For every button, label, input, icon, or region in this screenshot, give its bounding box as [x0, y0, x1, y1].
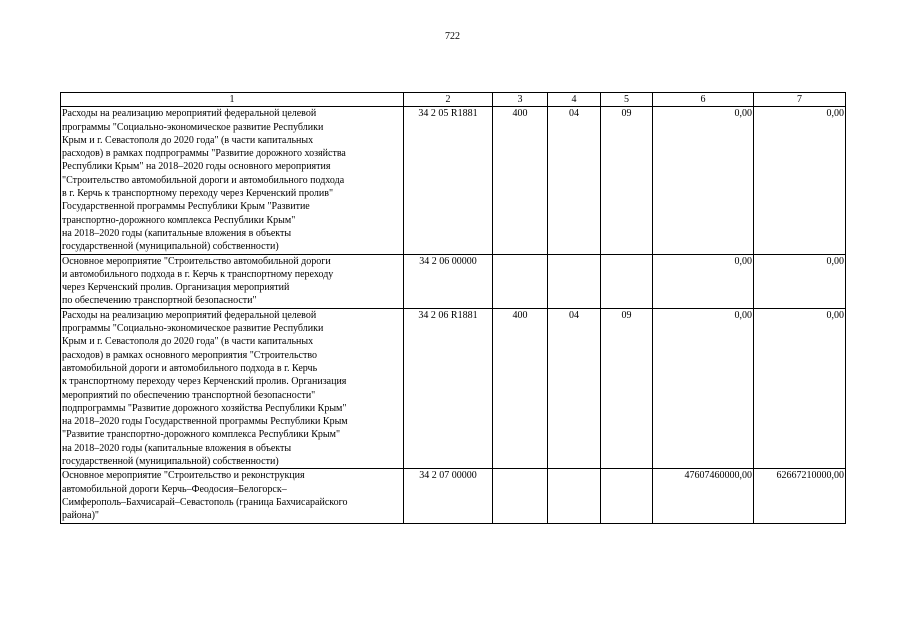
budget-table [60, 92, 846, 524]
description-line: расходов) в рамках подпрограммы "Развитие дорожного хозяйства [62, 148, 346, 160]
target-article-code: 34 2 07 00000 [404, 469, 493, 523]
description-line: государственной (муниципальной) собственности) [62, 456, 279, 468]
description-line: Основное мероприятие "Строительство автомобильной дороги [62, 255, 331, 267]
section-code [548, 254, 601, 308]
description-line: района)" [62, 510, 99, 522]
description-line: через Керченский пролив. Организация мероприятий [62, 282, 290, 294]
target-article-code: 34 2 05 R1881 [404, 107, 493, 254]
description-line: Республики Крым" на 2018–2020 годы основного мероприятия [62, 161, 331, 173]
amount-col-6: 47607460000,00 [653, 469, 754, 523]
description-line: автомобильной дороги Керчь–Феодосия–Белогорск– [62, 483, 287, 495]
subsection-code [601, 254, 653, 308]
amount-col-6: 0,00 [653, 107, 754, 254]
description-line: к транспортному переходу через Керченский пролив. Организация [62, 376, 347, 388]
table-row [61, 254, 846, 308]
description-line: и автомобильного подхода в г. Керчь к транспортному переходу [62, 268, 334, 280]
header-col-1: 1 [61, 93, 404, 107]
amount-col-6: 0,00 [653, 308, 754, 469]
description-line: программы "Социально-экономическое развитие Республики [62, 323, 324, 335]
description-line: в г. Керчь к транспортному переходу через Керченский пролив" [62, 188, 334, 200]
expense-type: 400 [493, 308, 548, 469]
description-line: Крым и г. Севастополя до 2020 года" (в части капитальных [62, 134, 314, 146]
description-line: программы "Социально-экономическое развитие Республики [62, 121, 324, 133]
table-row [61, 107, 846, 254]
header-col-2: 2 [404, 93, 493, 107]
amount-col-7: 0,00 [754, 254, 846, 308]
header-col-6: 6 [653, 93, 754, 107]
header-col-4: 4 [548, 93, 601, 107]
header-col-5: 5 [601, 93, 653, 107]
description-line: подпрограммы "Развитие дорожного хозяйства Республики Крым" [62, 402, 347, 414]
table-row [61, 469, 846, 523]
description-line: Симферополь–Бахчисарай–Севастополь (граница Бахчисарайского [62, 496, 348, 508]
target-article-code: 34 2 06 R1881 [404, 308, 493, 469]
section-code: 04 [548, 308, 601, 469]
description-line: транспортно-дорожного комплекса Республики Крым" [62, 214, 296, 226]
expense-type [493, 469, 548, 523]
description-line: Расходы на реализацию мероприятий федеральной целевой [62, 108, 317, 120]
target-article-code: 34 2 06 00000 [404, 254, 493, 308]
row-description [61, 254, 404, 308]
page-number: 722 [445, 31, 460, 42]
description-line: на 2018–2020 годы (капитальные вложения в объекты [62, 442, 292, 454]
amount-col-7: 62667210000,00 [754, 469, 846, 523]
description-line: Расходы на реализацию мероприятий федеральной целевой [62, 309, 317, 321]
subsection-code [601, 469, 653, 523]
description-line: по обеспечению транспортной безопасности" [62, 295, 257, 307]
description-line: Государственной программы Республики Крым "Развитие [62, 201, 310, 213]
description-line: мероприятий по обеспечению транспортной безопасности" [62, 389, 316, 401]
amount-col-7: 0,00 [754, 308, 846, 469]
description-line: на 2018–2020 годы Государственной программы Республики Крым [62, 416, 348, 428]
description-line: на 2018–2020 годы (капитальные вложения в объекты [62, 227, 292, 239]
row-description [61, 469, 404, 523]
section-code: 04 [548, 107, 601, 254]
amount-col-6: 0,00 [653, 254, 754, 308]
header-col-7: 7 [754, 93, 846, 107]
description-line: государственной (муниципальной) собственности) [62, 241, 279, 253]
description-line: "Развитие транспортно-дорожного комплекса Республики Крым" [62, 429, 341, 441]
row-description [61, 308, 404, 469]
expense-type [493, 254, 548, 308]
subsection-code: 09 [601, 107, 653, 254]
expense-type: 400 [493, 107, 548, 254]
description-line: "Строительство автомобильной дороги и автомобильного подхода [62, 174, 345, 186]
row-description [61, 107, 404, 254]
section-code [548, 469, 601, 523]
header-col-3: 3 [493, 93, 548, 107]
table-row [61, 308, 846, 469]
header-row [61, 93, 846, 107]
description-line: Крым и г. Севастополя до 2020 года" (в части капитальных [62, 336, 314, 348]
description-line: расходов) в рамках основного мероприятия "Строительство [62, 349, 317, 361]
subsection-code: 09 [601, 308, 653, 469]
description-line: Основное мероприятие "Строительство и реконструкция [62, 470, 305, 482]
description-line: автомобильной дороги и автомобильного подхода в г. Керчь [62, 362, 318, 374]
amount-col-7: 0,00 [754, 107, 846, 254]
